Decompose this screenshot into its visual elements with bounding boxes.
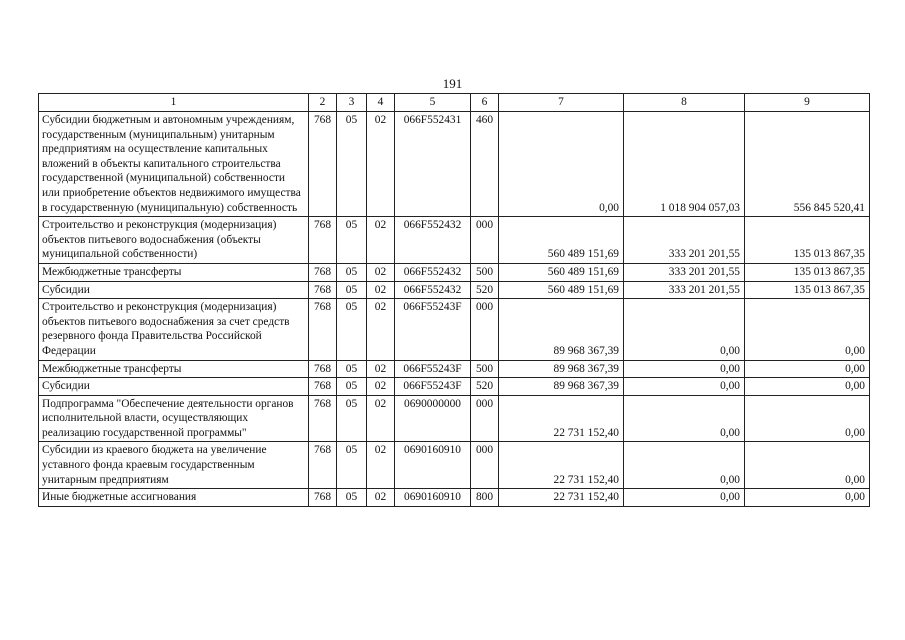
amount-col8-cell: 1 018 904 057,03 [624, 112, 745, 217]
amount-col9-cell: 0,00 [745, 442, 870, 489]
section-code-cell: 05 [337, 395, 367, 442]
row-name-cell: Субсидии [39, 281, 309, 299]
subsection-code-cell: 02 [367, 378, 395, 396]
table-row [39, 489, 870, 507]
expense-type-cell: 000 [471, 442, 499, 489]
amount-col7-cell: 560 489 151,69 [499, 281, 624, 299]
amount-col9-cell: 556 845 520,41 [745, 112, 870, 217]
ministry-code-cell: 768 [309, 281, 337, 299]
expense-type-cell: 000 [471, 395, 499, 442]
table-row [39, 112, 870, 217]
subsection-code-cell: 02 [367, 360, 395, 378]
section-code-cell: 05 [337, 281, 367, 299]
column-header: 8 [624, 94, 745, 112]
table-row [39, 360, 870, 378]
amount-col7-cell: 89 968 367,39 [499, 378, 624, 396]
ministry-code-cell: 768 [309, 299, 337, 360]
target-article-cell: 0690000000 [395, 395, 471, 442]
expense-type-cell: 520 [471, 378, 499, 396]
table-header-row [39, 94, 870, 112]
subsection-code-cell: 02 [367, 263, 395, 281]
amount-col9-cell: 0,00 [745, 395, 870, 442]
amount-col8-cell: 0,00 [624, 395, 745, 442]
amount-col7-cell: 22 731 152,40 [499, 489, 624, 507]
column-header: 1 [39, 94, 309, 112]
ministry-code-cell: 768 [309, 360, 337, 378]
expense-type-cell: 500 [471, 263, 499, 281]
amount-col8-cell: 0,00 [624, 360, 745, 378]
subsection-code-cell: 02 [367, 281, 395, 299]
table-row [39, 378, 870, 396]
amount-col9-cell: 0,00 [745, 489, 870, 507]
table-row [39, 281, 870, 299]
expense-type-cell: 000 [471, 299, 499, 360]
amount-col7-cell: 89 968 367,39 [499, 299, 624, 360]
ministry-code-cell: 768 [309, 395, 337, 442]
amount-col9-cell: 135 013 867,35 [745, 217, 870, 264]
amount-col9-cell: 135 013 867,35 [745, 281, 870, 299]
target-article-cell: 066F552432 [395, 281, 471, 299]
column-header: 9 [745, 94, 870, 112]
section-code-cell: 05 [337, 263, 367, 281]
table-row [39, 395, 870, 442]
row-name-cell: Субсидии [39, 378, 309, 396]
section-code-cell: 05 [337, 489, 367, 507]
table-row [39, 217, 870, 264]
target-article-cell: 0690160910 [395, 489, 471, 507]
amount-col8-cell: 0,00 [624, 299, 745, 360]
amount-col7-cell: 560 489 151,69 [499, 217, 624, 264]
ministry-code-cell: 768 [309, 442, 337, 489]
column-header: 2 [309, 94, 337, 112]
amount-col8-cell: 333 201 201,55 [624, 281, 745, 299]
ministry-code-cell: 768 [309, 378, 337, 396]
column-header: 3 [337, 94, 367, 112]
target-article-cell: 0690160910 [395, 442, 471, 489]
subsection-code-cell: 02 [367, 489, 395, 507]
target-article-cell: 066F55243F [395, 299, 471, 360]
ministry-code-cell: 768 [309, 217, 337, 264]
amount-col7-cell: 560 489 151,69 [499, 263, 624, 281]
amount-col9-cell: 0,00 [745, 378, 870, 396]
column-header: 5 [395, 94, 471, 112]
row-name-cell: Строительство и реконструкция (модернизация) объектов питьевого водоснабжения за счет средств резервного фонда Правительства Российской Федерации [39, 299, 309, 360]
ministry-code-cell: 768 [309, 263, 337, 281]
amount-col8-cell: 0,00 [624, 442, 745, 489]
amount-col7-cell: 22 731 152,40 [499, 395, 624, 442]
expense-type-cell: 800 [471, 489, 499, 507]
amount-col7-cell: 89 968 367,39 [499, 360, 624, 378]
expense-type-cell: 460 [471, 112, 499, 217]
row-name-cell: Межбюджетные трансферты [39, 263, 309, 281]
expense-type-cell: 500 [471, 360, 499, 378]
row-name-cell: Субсидии из краевого бюджета на увеличение уставного фонда краевым государственным унитарным предприятиям [39, 442, 309, 489]
section-code-cell: 05 [337, 360, 367, 378]
target-article-cell: 066F55243F [395, 378, 471, 396]
amount-col8-cell: 0,00 [624, 489, 745, 507]
row-name-cell: Строительство и реконструкция (модернизация) объектов питьевого водоснабжения (объекты муниципальной собственности) [39, 217, 309, 264]
row-name-cell: Иные бюджетные ассигнования [39, 489, 309, 507]
ministry-code-cell: 768 [309, 112, 337, 217]
table-row [39, 263, 870, 281]
row-name-cell: Подпрограмма "Обеспечение деятельности органов исполнительной власти, осуществляющих реализацию государственной программы" [39, 395, 309, 442]
amount-col7-cell: 0,00 [499, 112, 624, 217]
column-header: 7 [499, 94, 624, 112]
budget-table [38, 93, 870, 507]
amount-col9-cell: 0,00 [745, 360, 870, 378]
table-row [39, 299, 870, 360]
row-name-cell: Субсидии бюджетным и автономным учреждениям, государственным (муниципальным) унитарным предприятиям на осуществление капитальных вложений в объекты капитального строительства государственной (муниципальной) собственности или приобретение объектов недвижимого имущества в государственную (муниципальную) собственность [39, 112, 309, 217]
table-row [39, 442, 870, 489]
amount-col8-cell: 0,00 [624, 378, 745, 396]
column-header: 6 [471, 94, 499, 112]
subsection-code-cell: 02 [367, 217, 395, 264]
section-code-cell: 05 [337, 112, 367, 217]
subsection-code-cell: 02 [367, 442, 395, 489]
expense-type-cell: 000 [471, 217, 499, 264]
section-code-cell: 05 [337, 299, 367, 360]
subsection-code-cell: 02 [367, 395, 395, 442]
page-number: 191 [442, 76, 463, 91]
target-article-cell: 066F55243F [395, 360, 471, 378]
amount-col9-cell: 135 013 867,35 [745, 263, 870, 281]
target-article-cell: 066F552431 [395, 112, 471, 217]
row-name-cell: Межбюджетные трансферты [39, 360, 309, 378]
column-header: 4 [367, 94, 395, 112]
target-article-cell: 066F552432 [395, 217, 471, 264]
section-code-cell: 05 [337, 378, 367, 396]
target-article-cell: 066F552432 [395, 263, 471, 281]
amount-col9-cell: 0,00 [745, 299, 870, 360]
amount-col8-cell: 333 201 201,55 [624, 217, 745, 264]
expense-type-cell: 520 [471, 281, 499, 299]
subsection-code-cell: 02 [367, 112, 395, 217]
ministry-code-cell: 768 [309, 489, 337, 507]
section-code-cell: 05 [337, 217, 367, 264]
amount-col7-cell: 22 731 152,40 [499, 442, 624, 489]
amount-col8-cell: 333 201 201,55 [624, 263, 745, 281]
section-code-cell: 05 [337, 442, 367, 489]
subsection-code-cell: 02 [367, 299, 395, 360]
